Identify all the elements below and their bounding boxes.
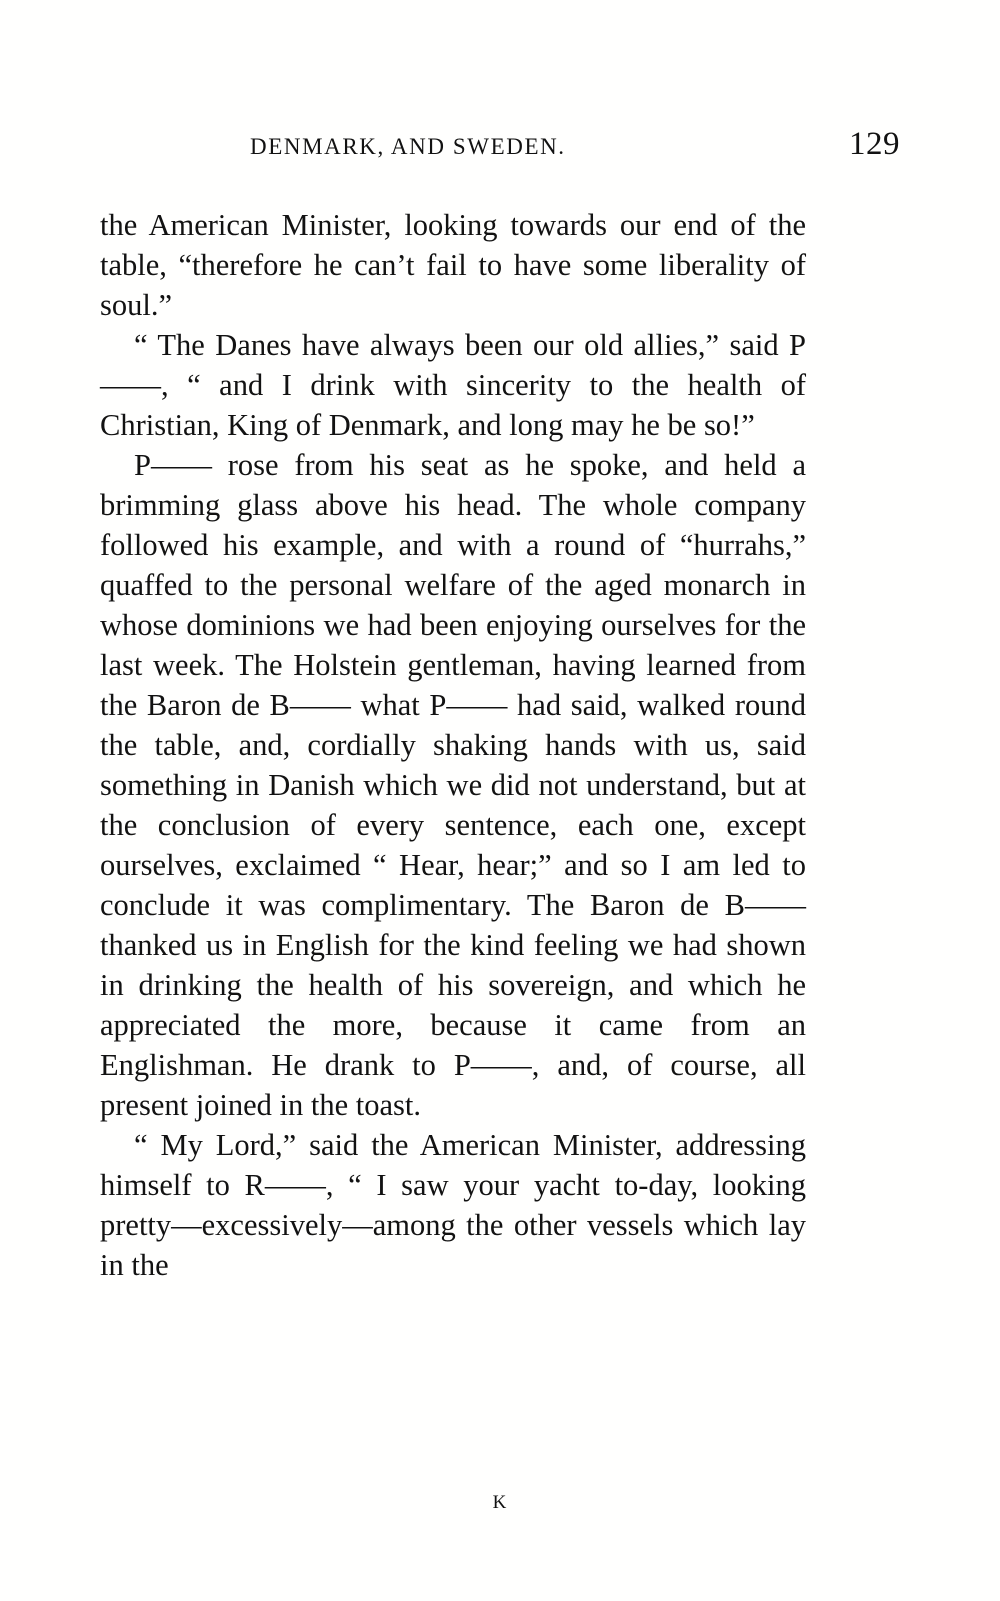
paragraph: “ The Danes have always been our old allies,” said P——, “ and I drink with sincerity to the health of Christian, King of Denmark, and long may he be so!”	[100, 328, 806, 442]
signature-mark: K	[492, 1492, 508, 1513]
page-body	[100, 205, 806, 1285]
page-number: 129	[849, 126, 900, 162]
paragraph: P—— rose from his seat as he spoke, and held a brimming glass above his head. The whole company followed his example, and with a round of “hurrahs,” quaffed to the personal welfare of the aged monarch in whose dominions we had been enjoying ourselves for the last week. The Holstein gentleman, having learned from the Baron de B—— what P—— had said, walked round the table, and, cordially shaking hands with us, said something in Danish which we did not understand, but at the conclusion of every sentence, each one, except ourselves, exclaimed “ Hear, hear;” and so I am led to conclude it was complimentary. The Baron de B—— thanked us in English for the kind feeling we had shown in drinking the health of his sovereign, and which he appreciated the more, because it came from an Englishman. He drank to P——, and, of course, all present joined in the toast.	[100, 448, 806, 1122]
paragraph: “ My Lord,” said the American Minister, addressing himself to R——, “ I saw your yacht to-day, looking pretty—excessively—among the other vessels which lay in the	[100, 1128, 806, 1282]
page-header	[100, 126, 900, 163]
running-head: DENMARK, AND SWEDEN.	[250, 134, 566, 159]
paragraph: the American Minister, looking towards our end of the table, “therefore he can’t fail to have some liberality of soul.”	[100, 208, 806, 322]
